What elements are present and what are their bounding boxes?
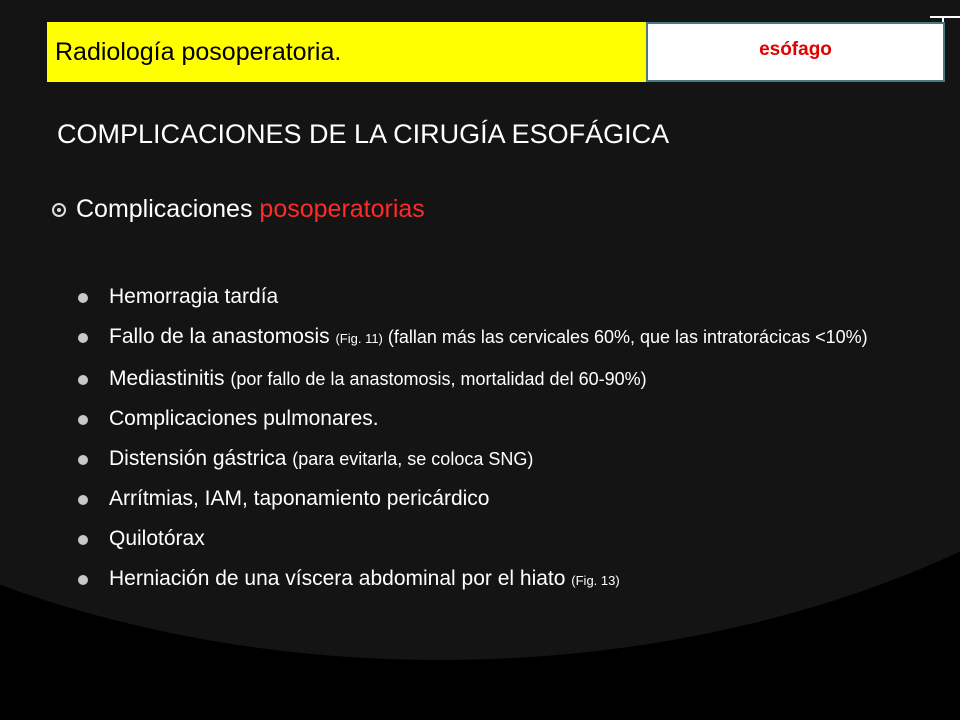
bullet-dot-icon: [78, 375, 88, 385]
bullet-dot-icon: [78, 575, 88, 585]
header-title: Radiología posoperatoria.: [47, 22, 646, 82]
complications-list: [78, 284, 938, 608]
corner-line-horizontal: [930, 16, 960, 18]
list-item: [78, 366, 938, 392]
bullet-dot-icon: [78, 455, 88, 465]
list-item: [78, 406, 938, 432]
figure-ref: (Fig. 11): [335, 331, 383, 346]
main-bullet-text: [76, 195, 425, 224]
circle-bullet-icon: [52, 203, 66, 217]
list-item-text: Mediastinitis: [109, 367, 231, 390]
main-bullet: [52, 195, 425, 224]
list-item: [78, 526, 938, 552]
slide-title: COMPLICACIONES DE LA CIRUGÍA ESOFÁGICA: [57, 119, 670, 149]
main-bullet-highlight: posoperatorias: [259, 195, 425, 223]
bullet-dot-icon: [78, 415, 88, 425]
list-item: [78, 324, 938, 352]
list-item-note: (para evitarla, se coloca SNG): [292, 449, 534, 469]
list-item: [78, 446, 938, 472]
list-item-text: Distensión gástrica: [109, 447, 293, 470]
list-item-text: Complicaciones pulmonares.: [109, 407, 379, 430]
list-item-text: Quilotórax: [109, 527, 205, 550]
bullet-dot-icon: [78, 495, 88, 505]
list-item-note: (fallan más las cervicales 60%, que las intratorácicas <10%): [382, 327, 868, 347]
list-item-note: (por fallo de la anastomosis, mortalidad del 60-90%): [230, 369, 647, 389]
bullet-dot-icon: [78, 535, 88, 545]
list-item: [78, 284, 938, 310]
list-item-text: Hemorragia tardía: [109, 285, 279, 308]
main-bullet-text-plain: Complicaciones: [76, 195, 260, 223]
list-item-text: Fallo de la anastomosis: [109, 325, 336, 348]
list-item-text: Herniación de una víscera abdominal por el hiato: [109, 567, 572, 590]
list-item: [78, 486, 938, 512]
bullet-dot-icon: [78, 333, 88, 343]
header-topic-label: esófago: [646, 22, 945, 82]
figure-ref: (Fig. 13): [571, 573, 620, 588]
list-item-text: Arrítmias, IAM, taponamiento pericárdico: [109, 487, 490, 510]
header-bar: [47, 22, 945, 82]
bullet-dot-icon: [78, 293, 88, 303]
list-item: [78, 566, 938, 594]
